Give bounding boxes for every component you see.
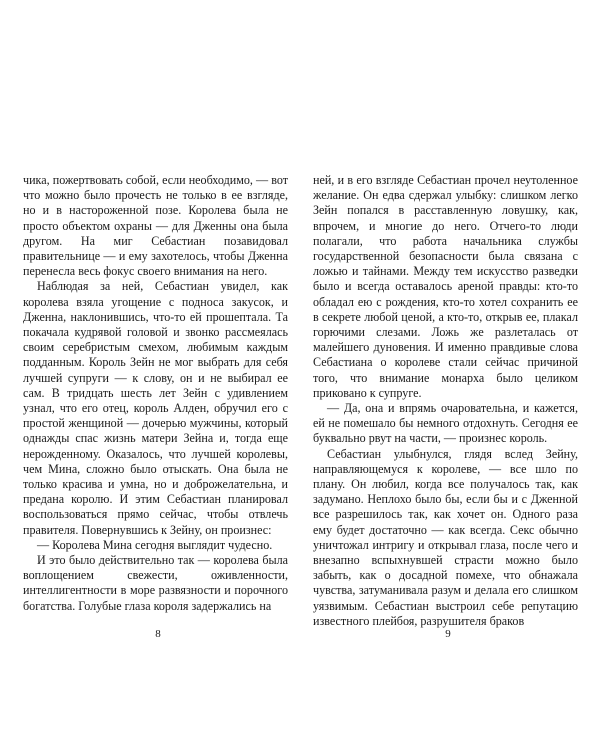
paragraph: Себастиан улыбнулся, глядя вслед Зейну, направляющемуся к королеве, — все шло по плану. Он любил, когда все получалось так, как задумано. Неплохо было бы, если бы и с Дженной все разрешилось так, как хочет он. Одного раза ему будет достаточно — как всегда. Секс обычно уничтожал интригу и открывал глаза, после чего и внезапно вспыхнувшей страсти можно было забыть, как о досадной помехе, что обнажала чувства, затуманивала разум и делала его слишком уязвимым. Себастиан выстроил себе репутацию известного плейбоя, разрушителя браков (313, 446, 578, 628)
paragraph: И это было действительно так — королева была воплощением свежести, оживленности, интеллигентности в море развязности и порочного богатства. Голубые глаза короля задержались на (23, 553, 288, 613)
page-number: 9 (445, 628, 451, 640)
paragraph: ней, и в его взгляде Себастиан прочел неутоленное желание. Он едва сдержал улыбку: слишком легко Зейн попался в расставленную ловушку, как, впрочем, и многие до него. Отчего-то люди полагали, что работа начальника службы государственной безопасности была связана с ложью и тайнами. Между тем искусство разведки было и всегда оставалось ареной правды: кто-то обладал ею с рождения, кто-то хотел сохранить ее в секрете любой ценой, а кто-то, открыв ее, плакал горючими слезами. Ложь же разлеталась от малейшего дуновения. И именно правдивые слова Себастиана о королеве стали сейчас причиной того, что внимание монарха было целиком приковано к супруге. (313, 173, 578, 400)
right-page-text (313, 173, 578, 629)
right-page (300, 0, 600, 750)
page-number: 8 (155, 628, 161, 640)
paragraph: — Да, она и впрямь очаровательна, и кажется, ей не помешало бы немного отдохнуть. Сегодня ее буквально рвут на части, — произнес король. (313, 401, 578, 446)
paragraph: — Королева Мина сегодня выглядит чудесно. (37, 537, 273, 552)
paragraph: чика, пожертвовать собой, если необходимо, — вот что можно было прочесть не только в ее взгляде, но и в настороженной позе. Королева была не просто объектом охраны — для Дженны она была другом. На миг Себастиан позавидовал правительнице — и ему захотелось, чтобы Дженна перенесла весь фокус своего внимания на него. (23, 173, 288, 279)
paragraph: Наблюдая за ней, Себастиан увидел, как королева взяла угощение с подноса закусок, и Дженна, наклонившись, что-то ей прошептала. Та покачала кудрявой головой и звонко рассмеялась своим серебристым смехом, любимым каждым подданным. Король Зейн не мог выбрать для себя лучшей супруги — к слову, он и не выбирал ее сам. В тридцать шесть лет Зейн с удивлением узнал, что его отец, король Алден, обручил его с простой женщиной — дочерью мужчины, который однажды спас жизнь матери Зейна и, тогда еще нерожденному. Оказалось, что лучшей королевы, чем Мина, сложно было отыскать. Она была не только красива и умна, но и доброжелательна, и предана королю. И этим Себастиан планировал воспользоваться прямо сейчас, чтобы отвлечь правителя. Повернувшись к Зейну, он произнес: (23, 279, 288, 537)
left-page-text (23, 173, 288, 614)
